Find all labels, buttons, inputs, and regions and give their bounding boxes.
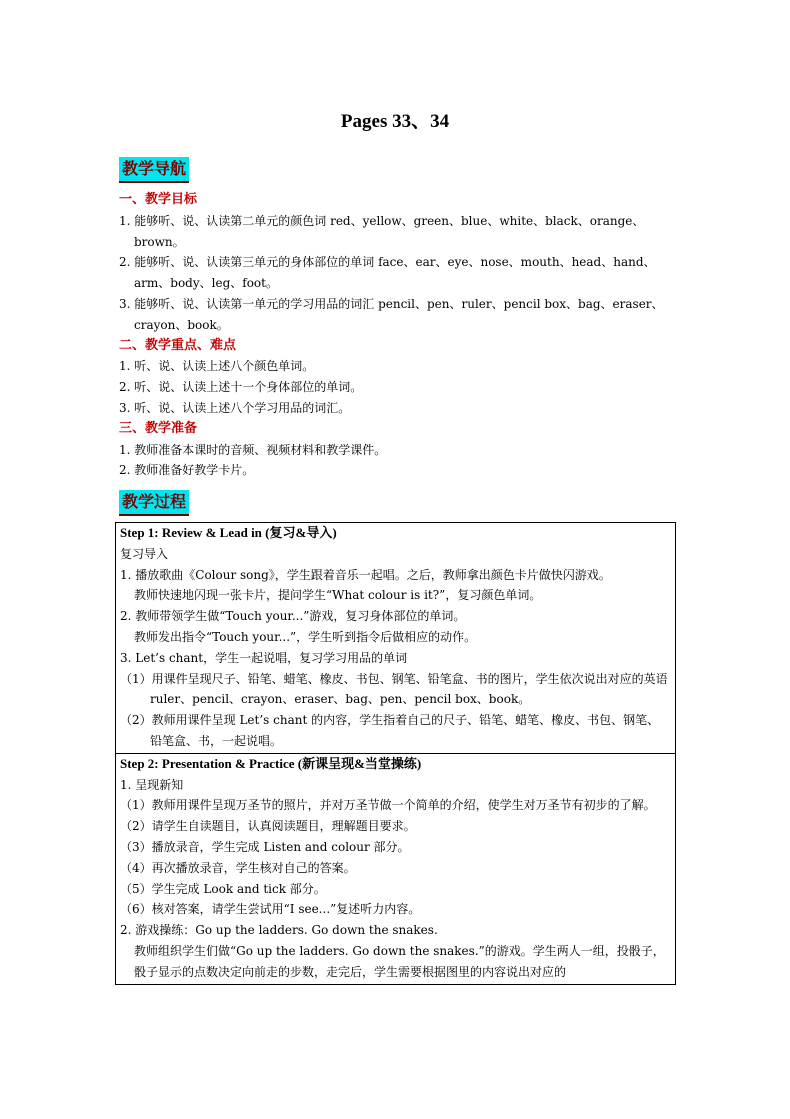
goals-heading: 一、教学目标 (119, 192, 198, 207)
step1-line: 教师发出指令“Touch your...”，学生听到指令后做相应的动作。 (134, 629, 477, 644)
step1-line: 2. 教师带领学生做“Touch your...”游戏，复习身体部位的单词。 (120, 609, 466, 624)
section-tag-teaching-process: 教学过程 (119, 490, 189, 516)
step1-line: 教师快速地闪现一张卡片，提问学生“What colour is it?”，复习颜色单词。 (134, 588, 542, 603)
step1-line: 3. Let’s chant，学生一起说唱，复习学习用品的单词 (120, 650, 408, 665)
step2-line: 1. 呈现新知 (120, 777, 184, 792)
preparation-heading: 三、教学准备 (119, 420, 198, 436)
key-point-item: 2. 听、说、认读上述十一个身体部位的单词。 (119, 380, 363, 395)
step2-line: （2）请学生自读题目，认真阅读题目，理解题目要求。 (120, 819, 416, 834)
preparation-item: 2. 教师准备好教学卡片。 (119, 463, 255, 478)
step1-line: （1）用课件呈现尺子、铅笔、蜡笔、橡皮、书包、钢笔、铅笔盒、书的图片，学生依次说出对应的英语 ruler、pencil、crayon、eraser、bag、pen、pencil box、book。 (120, 671, 668, 707)
step1-line: （2）教师用课件呈现 Let’s chant 的内容，学生指着自己的尺子、铅笔、蜡笔、橡皮、书包、钢笔、铅笔盒、书，一起说唱。 (120, 713, 660, 748)
step1-cell (116, 523, 676, 754)
step2-line: 教师组织学生们做“Go up the ladders. Go down the snakes.”的游戏。学生两人一组，投骰子，骰子显示的点数决定向前走的步数，走完后，学生需要根据图里的内容说出对应的 (134, 943, 665, 979)
section-tag-teaching-navigation: 教学导航 (119, 157, 189, 183)
table-row (116, 753, 676, 984)
preparation-item: 1. 教师准备本课时的音频、视频材料和教学课件。 (119, 442, 387, 457)
teaching-process-table (115, 522, 676, 985)
key-point-item: 1. 听、说、认读上述八个颜色单词。 (119, 359, 315, 374)
page-title: Pages 33、34 (340, 111, 450, 132)
step2-line: （3）播放录音，学生完成 Listen and colour 部分。 (120, 839, 410, 854)
step2-heading: Step 2: Presentation & Practice (新课呈现&当堂操练) (120, 755, 422, 771)
teaching-navigation-block (119, 190, 679, 481)
key-points-heading: 二、教学重点、难点 (119, 337, 237, 353)
goal-item: 2. 能够听、说、认读第三单元的身体部位的单词 face、ear、eye、nose、mouth、head、hand、arm、body、leg、foot。 (119, 255, 656, 291)
step1-heading: Step 1: Review & Lead in (复习&导入) (120, 525, 337, 540)
step2-line: （4）再次播放录音，学生核对自己的答案。 (120, 860, 356, 875)
table-row (116, 523, 676, 754)
step2-line: 2. 游戏操练：Go up the ladders. Go down the snakes. (120, 923, 438, 938)
goal-item: 1. 能够听、说、认读第二单元的颜色词 red、yellow、green、blue、white、black、orange、brown。 (119, 213, 645, 249)
step2-line: （1）教师用课件呈现万圣节的照片，并对万圣节做一个简单的介绍，使学生对万圣节有初步的了解。 (120, 798, 656, 813)
key-point-item: 3. 听、说、认读上述八个学习用品的词汇。 (119, 400, 351, 415)
step2-line: （6）核对答案，请学生尝试用“I see...”复述听力内容。 (120, 902, 421, 917)
step2-line: （5）学生完成 Look and tick 部分。 (120, 881, 326, 896)
step1-subheading: 复习导入 (120, 546, 169, 561)
step2-cell (116, 753, 676, 984)
step1-line: 1. 播放歌曲《Colour song》，学生跟着音乐一起唱。之后，教师拿出颜色卡片做快闪游戏。 (120, 567, 611, 582)
goal-item: 3. 能够听、说、认读第一单元的学习用品的词汇 pencil、pen、ruler、pencil box、bag、eraser、crayon、book。 (119, 296, 664, 332)
